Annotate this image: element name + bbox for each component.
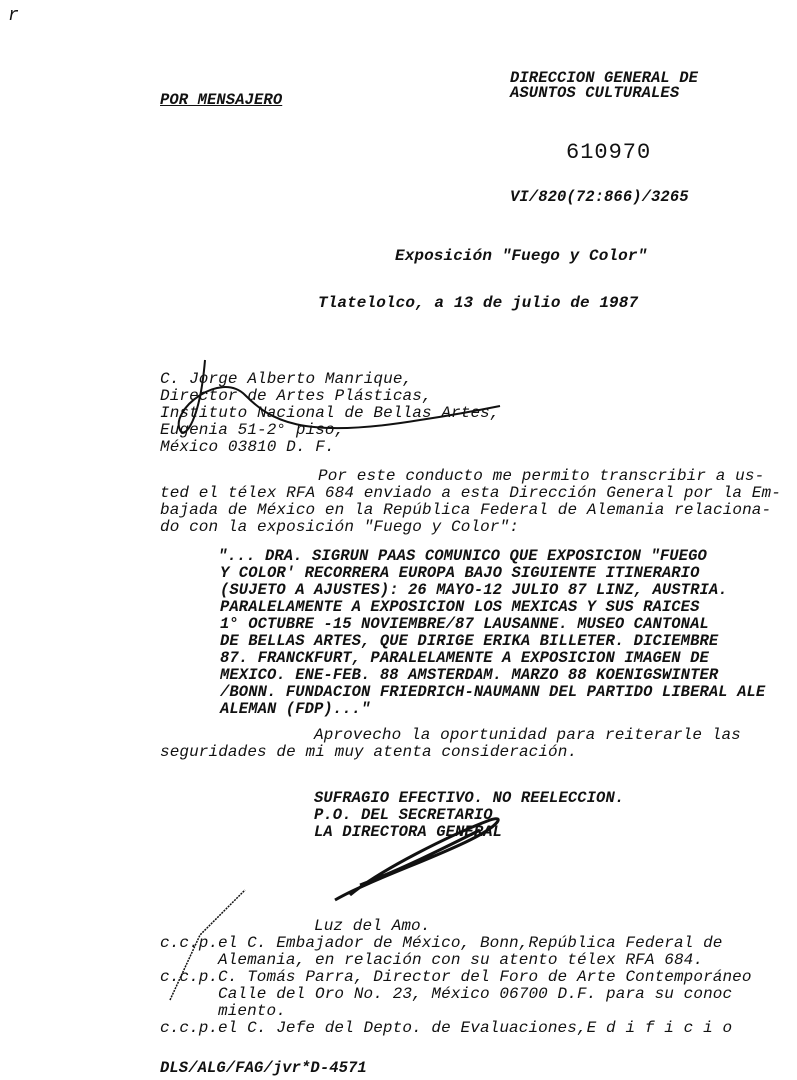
reference-number: VI/820(72:866)/3265 [510, 188, 689, 206]
quote-line: ALEMAN (FDP)..." [220, 700, 371, 718]
addressee-line: C. Jorge Alberto Manrique, [160, 370, 413, 388]
closing-line: Aprovecho la oportunidad para reiterarle las [314, 726, 741, 744]
addressee-line: México 03810 D. F. [160, 438, 335, 456]
paragraph-line: Por este conducto me permito transcribir a us- [318, 467, 765, 485]
quote-line: 87. FRANCKFURT, PARALELAMENTE A EXPOSICION IMAGEN DE [220, 649, 709, 667]
subject-line: Exposición "Fuego y Color" [395, 247, 648, 265]
closing-line: seguridades de mi muy atenta consideración. [160, 743, 578, 761]
sender-header-line: DIRECCION GENERAL DE [510, 69, 699, 87]
ccp-line: Calle del Oro No. 23, México 06700 D.F. para su conoc [218, 985, 733, 1003]
ccp-prefix: c.c.p. [160, 968, 219, 986]
quote-line: Y COLOR' RECORRERA EUROPA BAJO SIGUIENTE ITINERARIO [220, 564, 700, 582]
ccp-line: C. Tomás Parra, Director del Foro de Arte Contemporáneo [218, 968, 752, 986]
ccp-line: miento. [218, 1002, 286, 1020]
initials-reference: DLS/ALG/FAG/jvr*D-4571 [160, 1059, 367, 1077]
ccp-line: Alemania, en relación con su atento télex RFA 684. [218, 951, 704, 969]
quote-line: /BONN. FUNDACION FRIEDRICH-NAUMANN DEL PARTIDO LIBERAL ALE [220, 683, 766, 701]
place-date: Tlatelolco, a 13 de julio de 1987 [318, 294, 639, 312]
quote-line: "... DRA. SIGRUN PAAS COMUNICO QUE EXPOSICION "FUEGO [218, 547, 707, 565]
signature-block-line: SUFRAGIO EFECTIVO. NO REELECCION. [314, 789, 625, 807]
addressee-line: Eugenia 51-2° piso, [160, 421, 345, 439]
delivery-method: POR MENSAJERO [160, 91, 283, 109]
quote-line: MEXICO. ENE-FEB. 88 AMSTERDAM. MARZO 88 KOENIGSWINTER [220, 666, 719, 684]
ccp-line: el C. Jefe del Depto. de Evaluaciones,E d i f i c i o [218, 1019, 733, 1037]
ccp-line: el C. Embajador de México, Bonn,República Federal de [218, 934, 723, 952]
signer-name: Luz del Amo. [314, 917, 431, 935]
paragraph-line: ted el télex RFA 684 enviado a esta Dirección General por la Em- [160, 484, 781, 502]
ccp-prefix: c.c.p. [160, 1019, 219, 1037]
addressee-line: Instituto Nacional de Bellas Artes, [160, 404, 500, 422]
quote-line: PARALELAMENTE A EXPOSICION LOS MEXICAS Y SUS RAICES [220, 598, 700, 616]
quote-line: (SUJETO A AJUSTES): 26 MAYO-12 JULIO 87 LINZ, AUSTRIA. [220, 581, 728, 599]
corner-mark: r [8, 6, 19, 26]
sender-header-line: ASUNTOS CULTURALES [510, 84, 680, 102]
quote-line: DE BELLAS ARTES, QUE DIRIGE ERIKA BILLETER. DICIEMBRE [220, 632, 719, 650]
ccp-prefix: c.c.p. [160, 934, 219, 952]
signature-block-line: LA DIRECTORA GENERAL [314, 823, 503, 841]
quote-line: 1° OCTUBRE -15 NOVIEMBRE/87 LAUSANNE. MUSEO CANTONAL [220, 615, 709, 633]
document-number: 610970 [566, 140, 652, 165]
addressee-line: Director de Artes Plásticas, [160, 387, 432, 405]
paragraph-line: do con la exposición "Fuego y Color": [160, 518, 519, 536]
paragraph-line: bajada de México en la República Federal de Alemania relaciona- [160, 501, 772, 519]
signature-block-line: P.O. DEL SECRETARIO [314, 806, 493, 824]
